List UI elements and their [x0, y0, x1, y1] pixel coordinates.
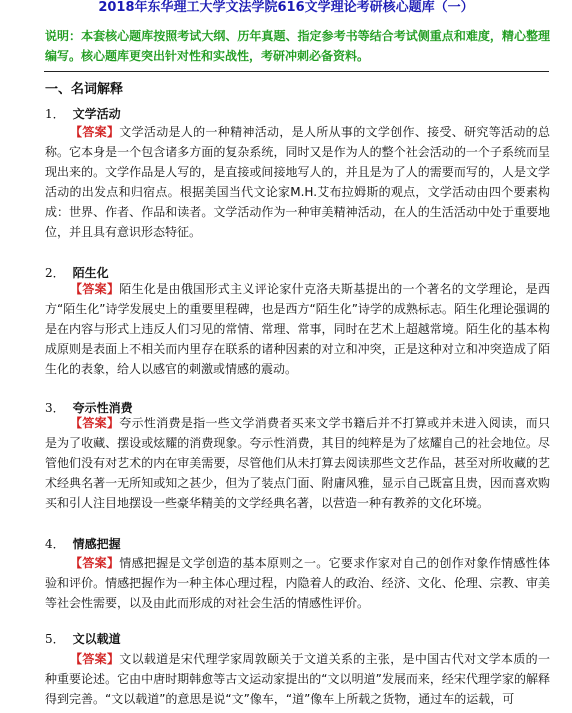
term-name: 陌生化 [72, 266, 109, 280]
term-definition-5 [45, 649, 550, 709]
term-definition-1 [45, 122, 550, 242]
answer-tag: 【答案】 [70, 556, 120, 570]
term-definition-2 [45, 279, 550, 379]
term-heading-1 [45, 106, 121, 122]
term-heading-5 [45, 631, 121, 647]
divider-line [44, 71, 549, 72]
term-number: 4． [45, 537, 65, 551]
answer-tag: 【答案】 [70, 125, 120, 139]
answer-tag: 【答案】 [70, 282, 120, 296]
definition-text: 陌生化是由俄国形式主义评论家什克洛夫斯基提出的一个著名的文学理论，是西方“陌生化”诗学发展史上的重要里程碑，也是西方“陌生化”诗学的成熟标志。陌生化理论强调的是在内容与形式上违反人们习见的常情、常理、常事，同时在艺术上超越常境。陌生化的基本构成原则是表面上不相关而内里存在联系的诸种因素的对立和冲突，正是这种对立和冲突造成了陌生化的表象，给人以感官的刺激或情感的震动。 [45, 282, 550, 376]
term-number: 2． [45, 266, 65, 280]
definition-text: 情感把握是文学创造的基本原则之一。它要求作家对自己的创作对象作情感性体验和评价。情感把握作为一种主体心理过程，内隐着人的政治、经济、文化、伦理、宗教、审美等社会性需要，以及由此而形成的对社会生活的情感性评价。 [45, 556, 550, 610]
definition-text: 夸示性消费是指一些文学消费者买来文学书籍后并不打算或并未进入阅读，而只是为了收藏、摆设或炫耀的消费现象。夸示性消费，其目的纯粹是为了炫耀自己的社会地位。尽管他们没有对艺术的内在审美需要，尽管他们从未打算去阅读那些文艺作品，甚至对所收藏的艺术经典名著一无所知或知之甚少，但为了装点门面、附庸风雅，显示自己既富且贵，因而喜欢购买和引人注目地摆设一些豪华精美的文学经典名著，以营造一种有教养的文化环境。 [45, 416, 550, 510]
section-heading: 一、名词解释 [45, 82, 124, 97]
term-name: 情感把握 [72, 537, 121, 551]
term-number: 5． [45, 632, 65, 646]
term-number: 1． [45, 107, 65, 121]
term-definition-3 [45, 413, 550, 513]
term-name: 文学活动 [72, 107, 121, 121]
notice-text: 说明：本套核心题库按照考试大纲、历年真题、指定参考书等结合考试侧重点和难度，精心整理编写。核心题库更突出针对性和实战性，考研冲刺必备资料。 [45, 29, 550, 63]
term-number: 3． [45, 401, 65, 415]
term-definition-4 [45, 553, 550, 613]
term-name: 文以载道 [72, 632, 121, 646]
definition-text: 文以载道是宋代理学家周敦颐关于文道关系的主张，是中国古代对文学本质的一种重要论述。它由中唐时期韩愈等古文运动家提出的“文以明道”发展而来，经宋代理学家的解释得到完善。“文以载道”的意思是说“文”像车，“道”像车上所载之货物，通过车的运载，可 [45, 652, 550, 706]
answer-tag: 【答案】 [70, 652, 120, 666]
definition-text: 文学活动是人的一种精神活动，是人所从事的文学创作、接受、研究等活动的总称。它本身是一个包含诸多方面的复杂系统，同时又是作为人的整个社会活动的一个子系统而呈现出来的。文学作品是人写的，是直接或间接地写人的，并且是为了人的需要而写的，人是文学活动的出发点和归宿点。根据美国当代文论家M.H.艾布拉姆斯的观点，文学活动由四个要素构成：世界、作者、作品和读者。文学活动作为一种审美精神活动，在人的生活活动中处于重要地位，并且具有意识形态特征。 [45, 125, 550, 239]
document-title: 2018年东华理工大学文法学院616文学理论考研核心题库（一） [98, 0, 474, 15]
term-heading-4 [45, 536, 121, 552]
answer-tag: 【答案】 [70, 416, 120, 430]
term-name: 夸示性消费 [72, 401, 133, 415]
